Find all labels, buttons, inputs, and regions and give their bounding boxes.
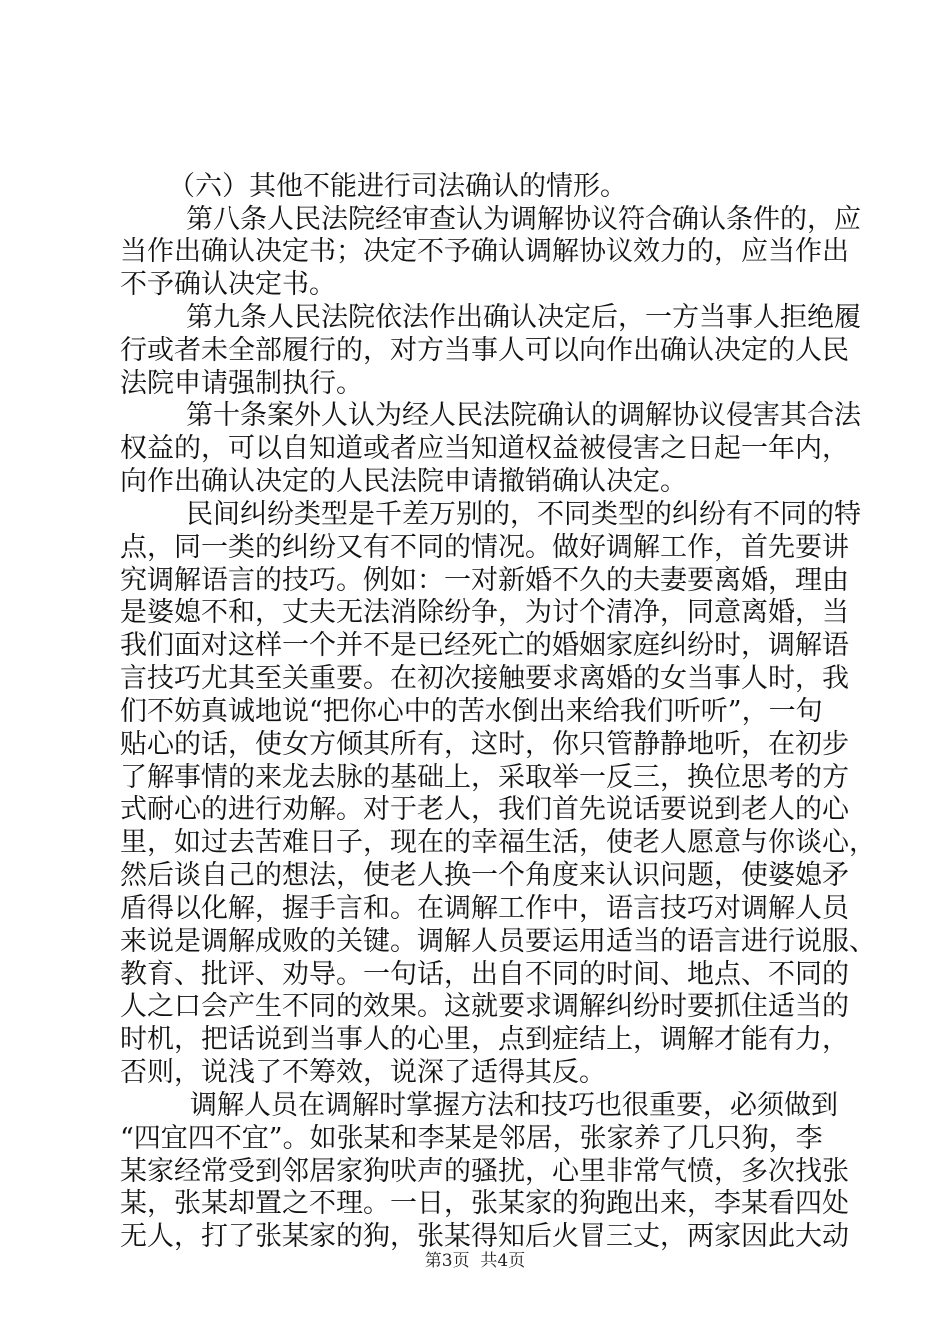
text-line: 人之口会产生不同的效果。这就要求调解纠纷时要抓住适当的 xyxy=(120,991,849,1022)
page-footer xyxy=(0,1246,950,1271)
text-line: 向作出确认决定的人民法院申请撤销确认决定。 xyxy=(120,466,687,497)
page-total: 共4页 xyxy=(480,1251,526,1271)
text-line: 某，张某却置之不理。一日，张某家的狗跑出来，李某看四处 xyxy=(120,1188,849,1219)
text-line: 法院申请强制执行。 xyxy=(120,368,363,399)
text-line: 某家经常受到邻居家狗吠声的骚扰，心里非常气愤，多次找张 xyxy=(120,1156,849,1187)
text-line: 是婆媳不和，丈夫无法消除纷争，为讨个清净，同意离婚，当 xyxy=(120,597,849,628)
text-line: 无人，打了张某家的狗，张某得知后火冒三丈，两家因此大动 xyxy=(120,1221,849,1252)
text-line: 究调解语言的技巧。例如：一对新婚不久的夫妻要离婚，理由 xyxy=(120,565,849,596)
text-line: 第十条案外人认为经人民法院确认的调解协议侵害其合法 xyxy=(186,400,861,431)
text-line: 了解事情的来龙去脉的基础上，采取举一反三，换位思考的方 xyxy=(120,762,849,793)
text-line: 里，如过去苦难日子，现在的幸福生活，使老人愿意与你谈心， xyxy=(120,827,876,858)
text-line: 否则，说浅了不筹效，说深了适得其反。 xyxy=(120,1057,606,1088)
text-line: 教育、批评、劝导。一句话，出自不同的时间、地点、不同的 xyxy=(120,959,849,990)
text-line: “四宜四不宜”。如张某和李某是邻居，张家养了几只狗，李 xyxy=(120,1123,823,1154)
text-line: 行或者未全部履行的，对方当事人可以向作出确认决定的人民 xyxy=(120,335,849,366)
text-line: 时机，把话说到当事人的心里，点到症结上，调解才能有力， xyxy=(120,1024,849,1055)
text-line: 贴心的话，使女方倾其所有，这时，你只管静静地听，在初步 xyxy=(120,729,849,760)
text-line: 民间纠纷类型是千差万别的，不同类型的纠纷有不同的特 xyxy=(186,499,861,530)
text-line: 第八条人民法院经审查认为调解协议符合确认条件的，应 xyxy=(186,204,861,235)
text-line: 来说是调解成败的关键。调解人员要运用适当的语言进行说服、 xyxy=(120,926,876,957)
text-line: 我们面对这样一个并不是已经死亡的婚姻家庭纠纷时，调解语 xyxy=(120,630,849,661)
text-line: （六）其他不能进行司法确认的情形。 xyxy=(168,171,627,202)
text-line: 不予确认决定书。 xyxy=(120,269,336,300)
text-line: 第九条人民法院依法作出确认决定后，一方当事人拒绝履 xyxy=(186,302,861,333)
text-line: 式耐心的进行劝解。对于老人，我们首先说话要说到老人的心 xyxy=(120,794,849,825)
text-line: 言技巧尤其至关重要。在初次接触要求离婚的女当事人时，我 xyxy=(120,663,849,694)
page-number: 第3页 xyxy=(424,1251,470,1271)
text-line: 权益的，可以自知道或者应当知道权益被侵害之日起一年内， xyxy=(120,433,849,464)
text-line: 盾得以化解，握手言和。在调解工作中，语言技巧对调解人员 xyxy=(120,893,849,924)
text-line: 调解人员在调解时掌握方法和技巧也很重要，必须做到 xyxy=(190,1090,838,1121)
text-line: 点，同一类的纠纷又有不同的情况。做好调解工作，首先要讲 xyxy=(120,532,849,563)
text-line: 然后谈自己的想法，使老人换一个角度来认识问题，使婆媳矛 xyxy=(120,860,849,891)
text-line: 们不妨真诚地说“把你心中的苦水倒出来给我们听听”，一句 xyxy=(120,696,823,727)
text-line: 当作出确认决定书；决定不予确认调解协议效力的，应当作出 xyxy=(120,236,849,267)
